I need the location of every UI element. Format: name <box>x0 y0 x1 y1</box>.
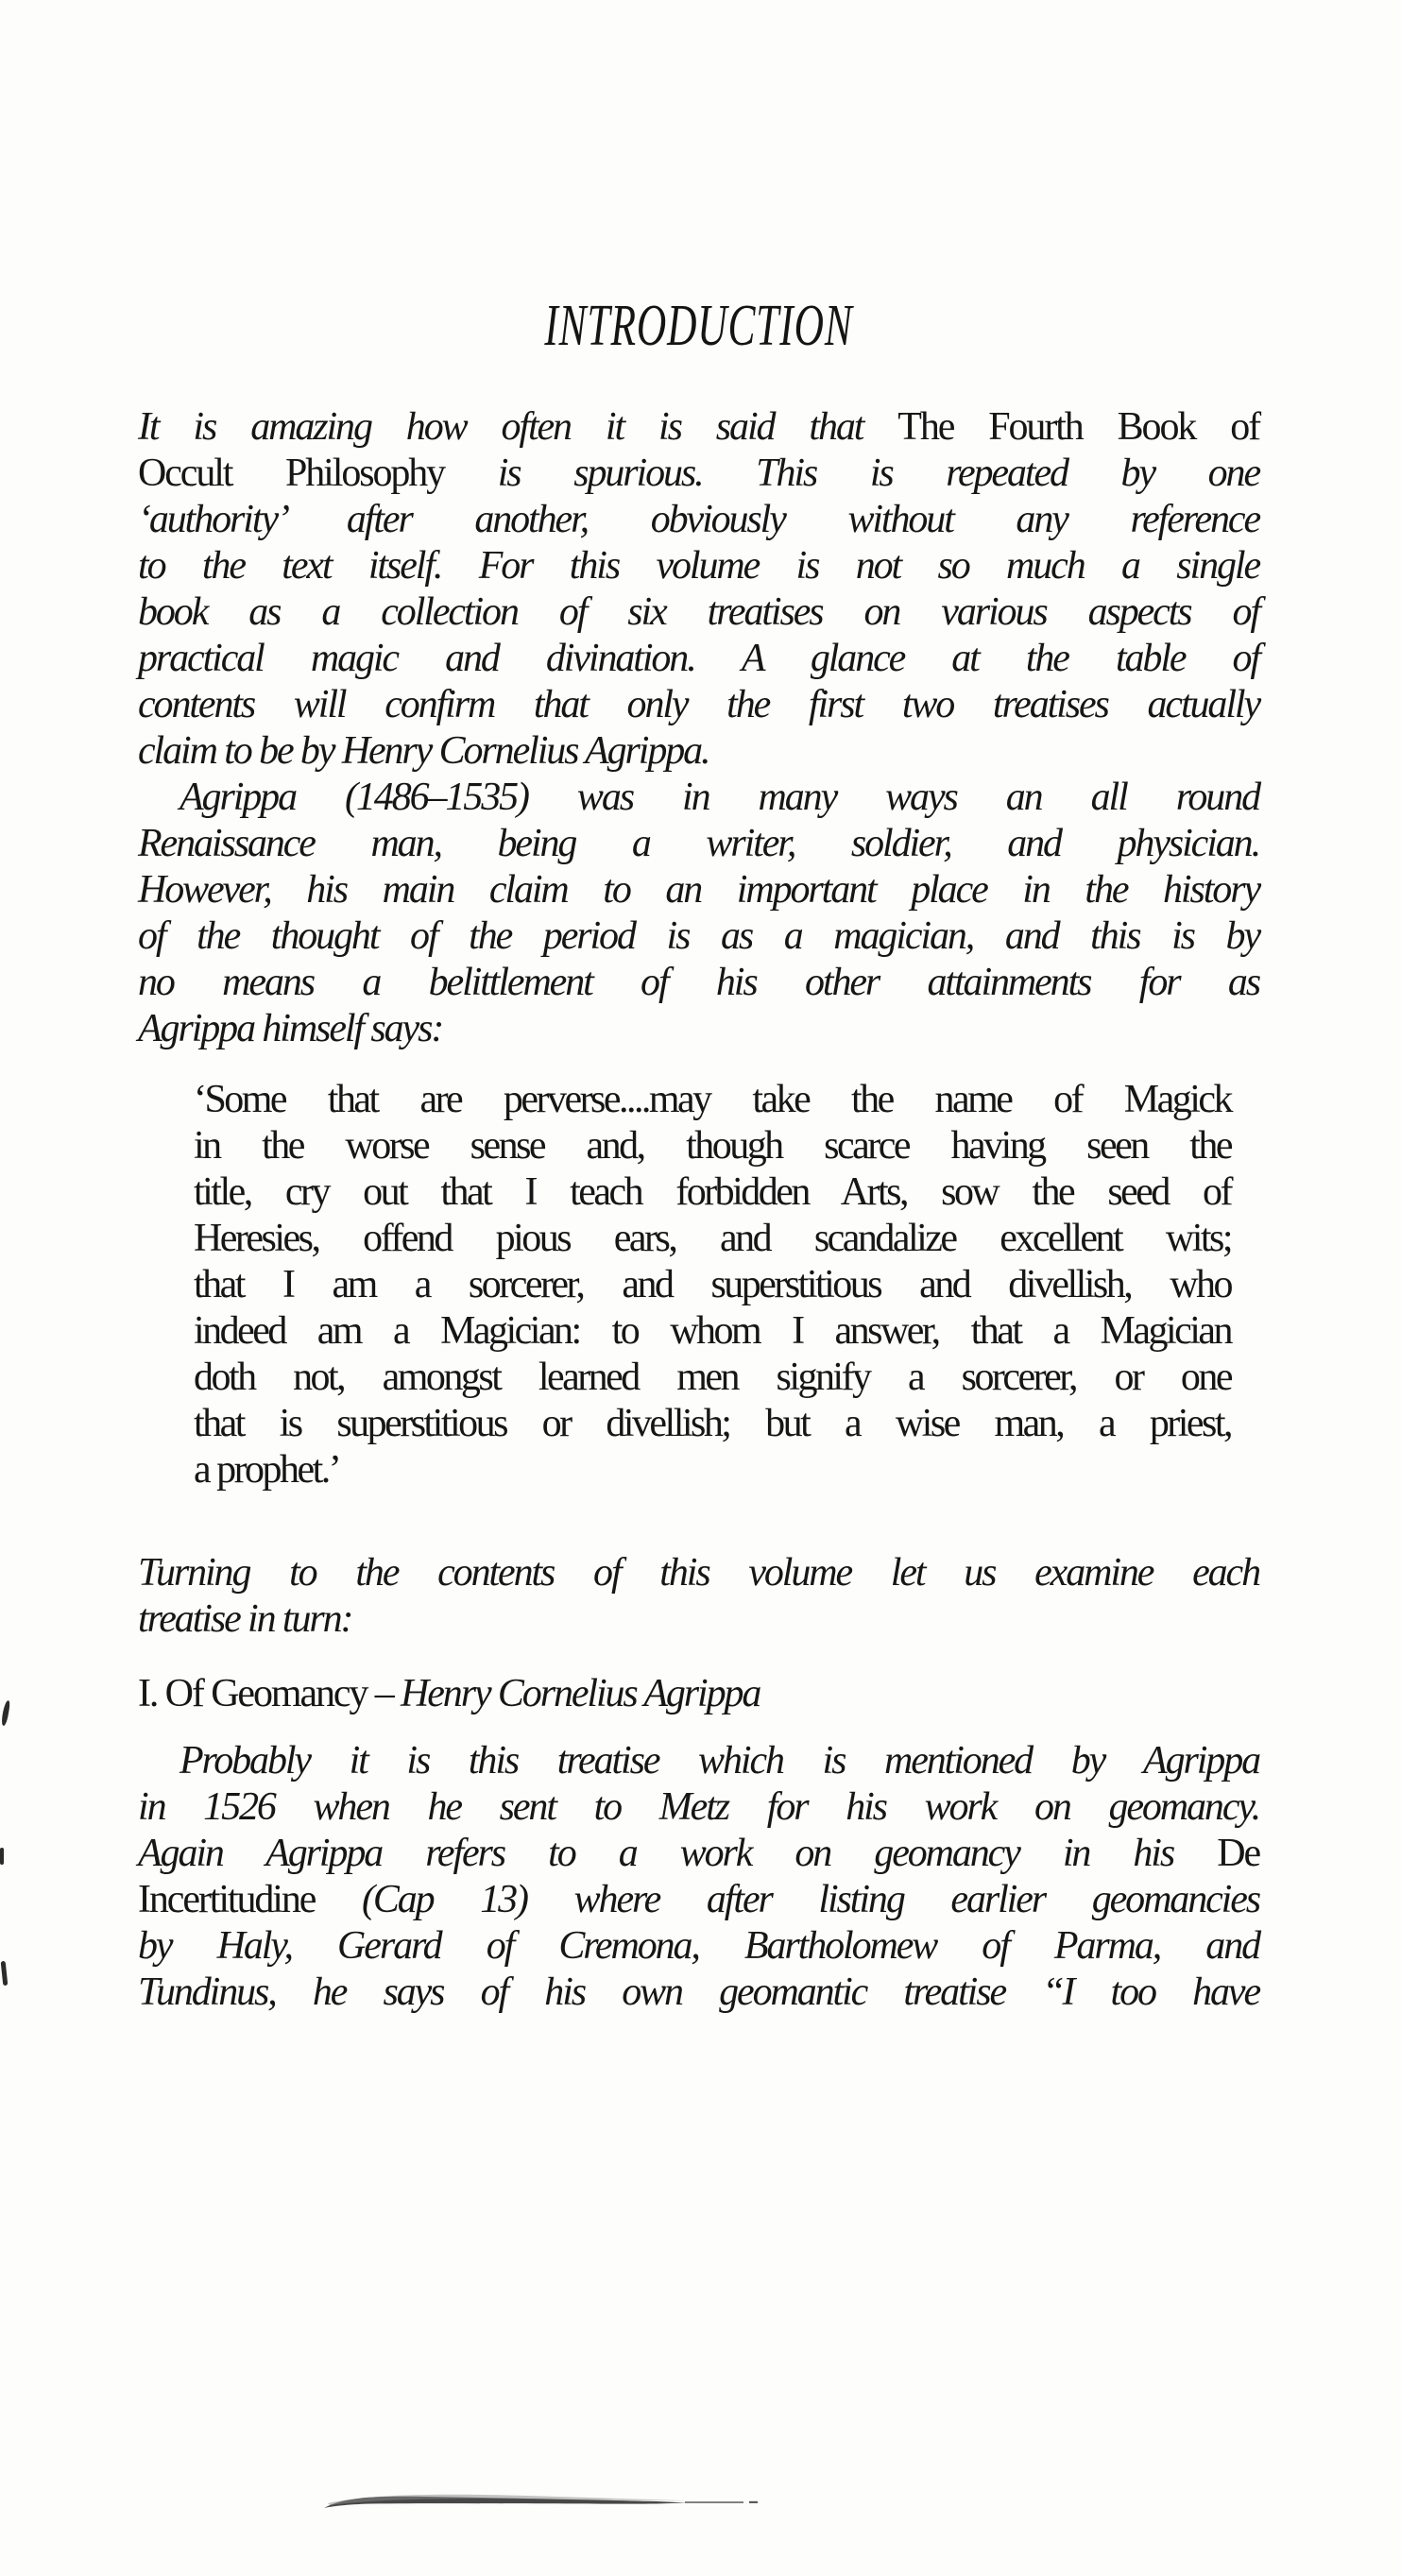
page-body <box>138 404 1259 2016</box>
roman-text: title, cry out that I teach forbidden Arts, sow the seed of <box>194 1170 1231 1214</box>
roman-text: doth not, amongst learned men signify a sorcerer, or one <box>194 1356 1231 1399</box>
text-line <box>138 960 1259 1006</box>
text-line <box>194 1123 1231 1169</box>
roman-text: Heresies, offend pious ears, and scandalize excellent wits; <box>194 1217 1231 1260</box>
geomancy-paragraph <box>138 1738 1259 2016</box>
italic-text: ‘authority’ after another, obviously without any reference <box>138 498 1259 541</box>
text-line <box>138 1877 1259 1923</box>
text-line <box>138 543 1259 589</box>
document-page <box>0 296 1401 2576</box>
roman-text: in the worse sense and, though scarce having seen the <box>194 1124 1231 1168</box>
roman-text: De <box>1217 1832 1259 1875</box>
italic-text: However, his main claim to an important place in the history <box>138 868 1259 912</box>
text-line <box>138 1970 1259 2016</box>
roman-text: I. Of Geomancy – <box>138 1672 402 1715</box>
page-edge-mark <box>0 1848 4 1865</box>
agrippa-biography-paragraph <box>138 775 1259 1052</box>
text-line <box>194 1355 1231 1401</box>
italic-text: Renaissance man, being a writer, soldier, and physician. <box>138 822 1259 865</box>
italic-text: is spurious. This is repeated by one <box>497 452 1259 495</box>
text-line <box>138 1671 1259 1717</box>
roman-text: The Fourth Book of <box>897 405 1259 449</box>
page-title: INTRODUCTION <box>544 294 853 358</box>
text-line <box>138 775 1259 821</box>
italic-text: of the thought of the period is as a magician, and this is by <box>138 914 1259 958</box>
text-line <box>194 1447 1231 1493</box>
text-line <box>194 1077 1231 1123</box>
italic-text: practical magic and divination. A glance at the table of <box>138 637 1259 680</box>
italic-text: Agrippa (1486–1535) was in many ways an all round <box>179 776 1259 819</box>
text-line <box>138 1550 1259 1596</box>
text-line <box>138 1596 1259 1643</box>
text-line <box>138 451 1259 497</box>
roman-text: Incertitudine <box>138 1878 362 1921</box>
italic-text: treatise in turn: <box>138 1597 352 1641</box>
text-line <box>138 728 1259 775</box>
text-line <box>138 913 1259 960</box>
roman-text: a prophet.’ <box>194 1448 340 1492</box>
treatise-one-heading <box>138 1671 1259 1717</box>
roman-text: that I am a sorcerer, and superstitious and divellish, who <box>194 1263 1231 1306</box>
agrippa-quotation-block <box>138 1077 1259 1493</box>
italic-text: Henry Cornelius Agrippa <box>401 1672 760 1715</box>
scan-smudge-artifact <box>316 2489 770 2514</box>
text-line <box>194 1169 1231 1216</box>
text-line <box>194 1262 1231 1308</box>
text-line <box>194 1401 1231 1447</box>
text-line <box>138 1784 1259 1831</box>
italic-text: Probably it is this treatise which is mentioned by Agrippa <box>179 1739 1259 1783</box>
text-line <box>138 821 1259 867</box>
text-line <box>138 1738 1259 1784</box>
italic-text: Agrippa himself says: <box>138 1007 443 1050</box>
italic-text: (Cap 13) where after listing earlier geomancies <box>361 1878 1259 1921</box>
italic-text: no means a belittlement of his other attainments for as <box>138 961 1259 1004</box>
text-line <box>138 404 1259 451</box>
text-line <box>138 1831 1259 1877</box>
italic-text: Again Agrippa refers to a work on geomancy in his <box>138 1832 1218 1875</box>
text-line <box>138 867 1259 913</box>
text-line <box>138 497 1259 543</box>
text-line <box>194 1308 1231 1355</box>
italic-text: It is amazing how often it is said that <box>138 405 898 449</box>
roman-text: Occult Philosophy <box>138 452 498 495</box>
turning-paragraph <box>138 1550 1259 1643</box>
text-line <box>194 1216 1231 1262</box>
roman-text: ‘Some that are perverse....may take the name of Magick <box>194 1078 1231 1121</box>
roman-text: indeed am a Magician: to whom I answer, that a Magician <box>194 1309 1231 1353</box>
italic-text: claim to be by Henry Cornelius Agrippa. <box>138 729 709 773</box>
italic-text: Turning to the contents of this volume let us examine each <box>138 1551 1259 1595</box>
italic-text: Tundinus, he says of his own geomantic treatise “I too have <box>138 1970 1259 2014</box>
text-line <box>138 1923 1259 1970</box>
italic-text: to the text itself. For this volume is not so much a single <box>138 544 1259 588</box>
opening-paragraph <box>138 404 1259 775</box>
italic-text: book as a collection of six treatises on various aspects of <box>138 590 1259 634</box>
text-line <box>138 589 1259 636</box>
italic-text: contents will confirm that only the first two treatises actually <box>138 683 1259 726</box>
text-line <box>138 682 1259 728</box>
roman-text: that is superstitious or divellish; but a wise man, a priest, <box>194 1402 1231 1445</box>
text-line <box>138 1006 1259 1052</box>
italic-text: by Haly, Gerard of Cremona, Bartholomew of Parma, and <box>138 1924 1259 1968</box>
italic-text: in 1526 when he sent to Metz for his work on geomancy. <box>138 1785 1259 1829</box>
text-line <box>138 636 1259 682</box>
